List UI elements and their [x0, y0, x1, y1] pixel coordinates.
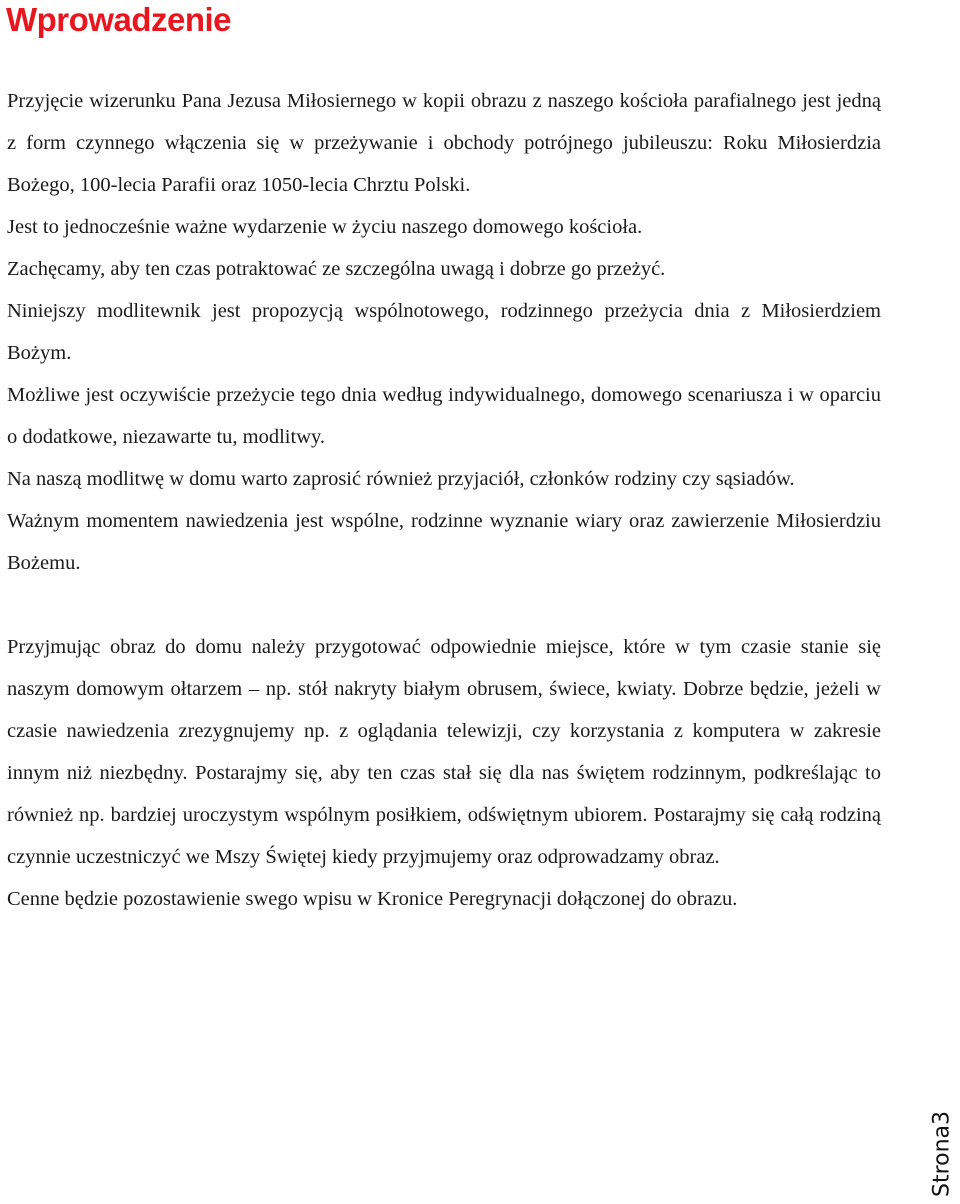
paragraph: Na naszą modlitwę w domu warto zaprosić również przyjaciół, członków rodziny czy sąsiadów. [7, 468, 795, 490]
page-label: Strona [929, 1124, 955, 1198]
paragraph: Zachęcamy, aby ten czas potraktować ze szczególna uwagą i dobrze go przeżyć. [7, 258, 666, 280]
document-body [7, 80, 881, 920]
page-number-text [930, 1111, 955, 1197]
section-heading: Wprowadzenie [6, 1, 232, 38]
paragraph-gap [7, 584, 881, 626]
paragraph: Cenne będzie pozostawienie swego wpisu w Kronice Peregrynacji dołączonej do obrazu. [7, 888, 738, 910]
page-number-value: 3 [929, 1110, 955, 1125]
paragraph: Przyjęcie wizerunku Pana Jezusa Miłosiernego w kopii obrazu z naszego kościoła parafialnego jest jedną z form czynnego włączenia się w przeżywanie i obchody potrójnego jubileuszu: Roku Miłosierdzia Bożego, 100-lecia Parafii oraz 1050-lecia Chrztu Polski. [7, 90, 881, 196]
paragraph: Przyjmując obraz do domu należy przygotować odpowiednie miejsce, które w tym czasie stanie się naszym domowym ołtarzem – np. stół nakryty białym obrusem, świece, kwiaty. Dobrze będzie, jeżeli w czasie nawiedzenia zrezygnujemy np. z oglądania telewizji, czy korzystania z komputera w zakresie innym niż niezbędny. Postarajmy się, aby ten czas stał się dla nas świętem rodzinnym, podkreślając to również np. bardziej uroczystym wspólnym posiłkiem, odświętnym ubiorem. Postarajmy się całą rodziną czynnie uczestniczyć we Mszy Świętej kiedy przyjmujemy oraz odprowadzamy obraz. [7, 636, 881, 868]
paragraph: Jest to jednocześnie ważne wydarzenie w życiu naszego domowego kościoła. [7, 216, 643, 238]
paragraph: Ważnym momentem nawiedzenia jest wspólne, rodzinne wyznanie wiary oraz zawierzenie Miłosierdziu Bożemu. [7, 510, 881, 574]
paragraph: Niniejszy modlitewnik jest propozycją wspólnotowego, rodzinnego przeżycia dnia z Miłosierdziem Bożym. [7, 300, 881, 364]
paragraph: Możliwe jest oczywiście przeżycie tego dnia według indywidualnego, domowego scenariusza i w oparciu o dodatkowe, niezawarte tu, modlitwy. [7, 384, 881, 448]
page-number [924, 1104, 960, 1204]
